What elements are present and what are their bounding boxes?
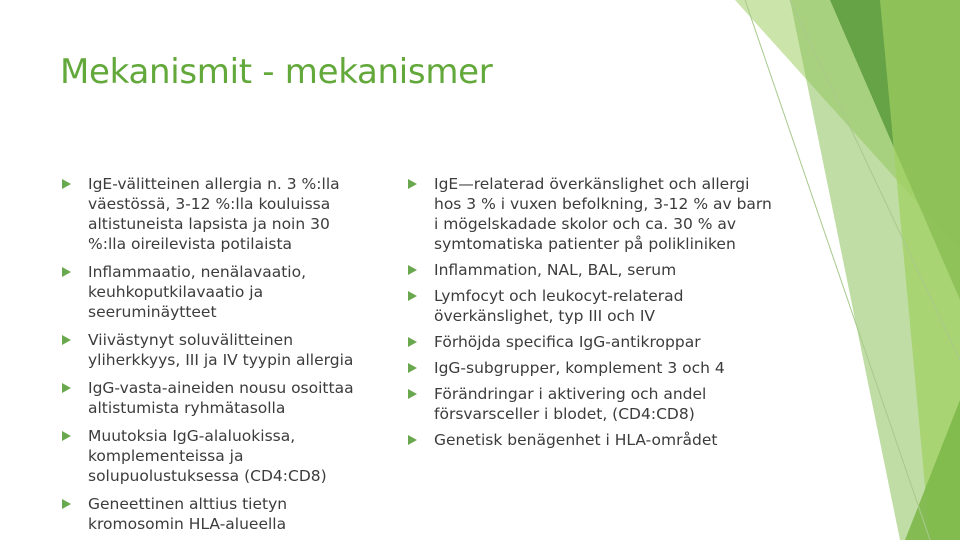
bullet-arrow-icon <box>408 435 417 445</box>
slide-title: Mekanismit - mekanismer <box>60 52 493 92</box>
swedish-bullet-list <box>408 174 773 456</box>
bullet-arrow-icon <box>408 337 417 347</box>
bullet-arrow-icon <box>62 431 71 441</box>
bullet-arrow-icon <box>62 383 71 393</box>
list-item: Viivästynyt soluvälitteinen yliherkkyys, III ja IV tyypin allergia <box>62 330 362 370</box>
bullet-arrow-icon <box>62 499 71 509</box>
list-item: IgG-vasta-aineiden nousu osoittaa altistumista ryhmätasolla <box>62 378 362 418</box>
list-item: Förhöjda specifica IgG-antikroppar <box>408 332 773 352</box>
list-item: Geneettinen alttius tietyn kromosomin HLA-alueella <box>62 494 362 534</box>
list-item: IgE—relaterad överkänslighet och allergi hos 3 % i vuxen befolkning, 3-12 % av barn i mögelskadade skolor och ca. 30 % av symtomatiska patienter på polikliniken <box>408 174 773 254</box>
bullet-arrow-icon <box>62 179 71 189</box>
bullet-arrow-icon <box>408 363 417 373</box>
bullet-arrow-icon <box>408 179 417 189</box>
list-item: Förändringar i aktivering och andel försvarsceller i blodet, (CD4:CD8) <box>408 384 773 424</box>
list-item: Lymfocyt och leukocyt-relaterad överkänslighet, typ III och IV <box>408 286 773 326</box>
bullet-arrow-icon <box>408 265 417 275</box>
bullet-arrow-icon <box>62 335 71 345</box>
finnish-bullet-list <box>62 174 362 542</box>
bullet-arrow-icon <box>408 389 417 399</box>
list-item: Muutoksia IgG-alaluokissa, komplementeissa ja solupuolustuksessa (CD4:CD8) <box>62 426 362 486</box>
list-item: IgG-subgrupper, komplement 3 och 4 <box>408 358 773 378</box>
bullet-arrow-icon <box>408 291 417 301</box>
list-item: Inflammation, NAL, BAL, serum <box>408 260 773 280</box>
list-item: Genetisk benägenhet i HLA-området <box>408 430 773 450</box>
list-item: Inflammaatio, nenälavaatio, keuhkoputkilavaatio ja seeruminäytteet <box>62 262 362 322</box>
bullet-arrow-icon <box>62 267 71 277</box>
list-item: IgE-välitteinen allergia n. 3 %:lla väestössä, 3-12 %:lla kouluissa altistuneista lapsista ja noin 30 %:lla oireilevista potilaista <box>62 174 362 254</box>
